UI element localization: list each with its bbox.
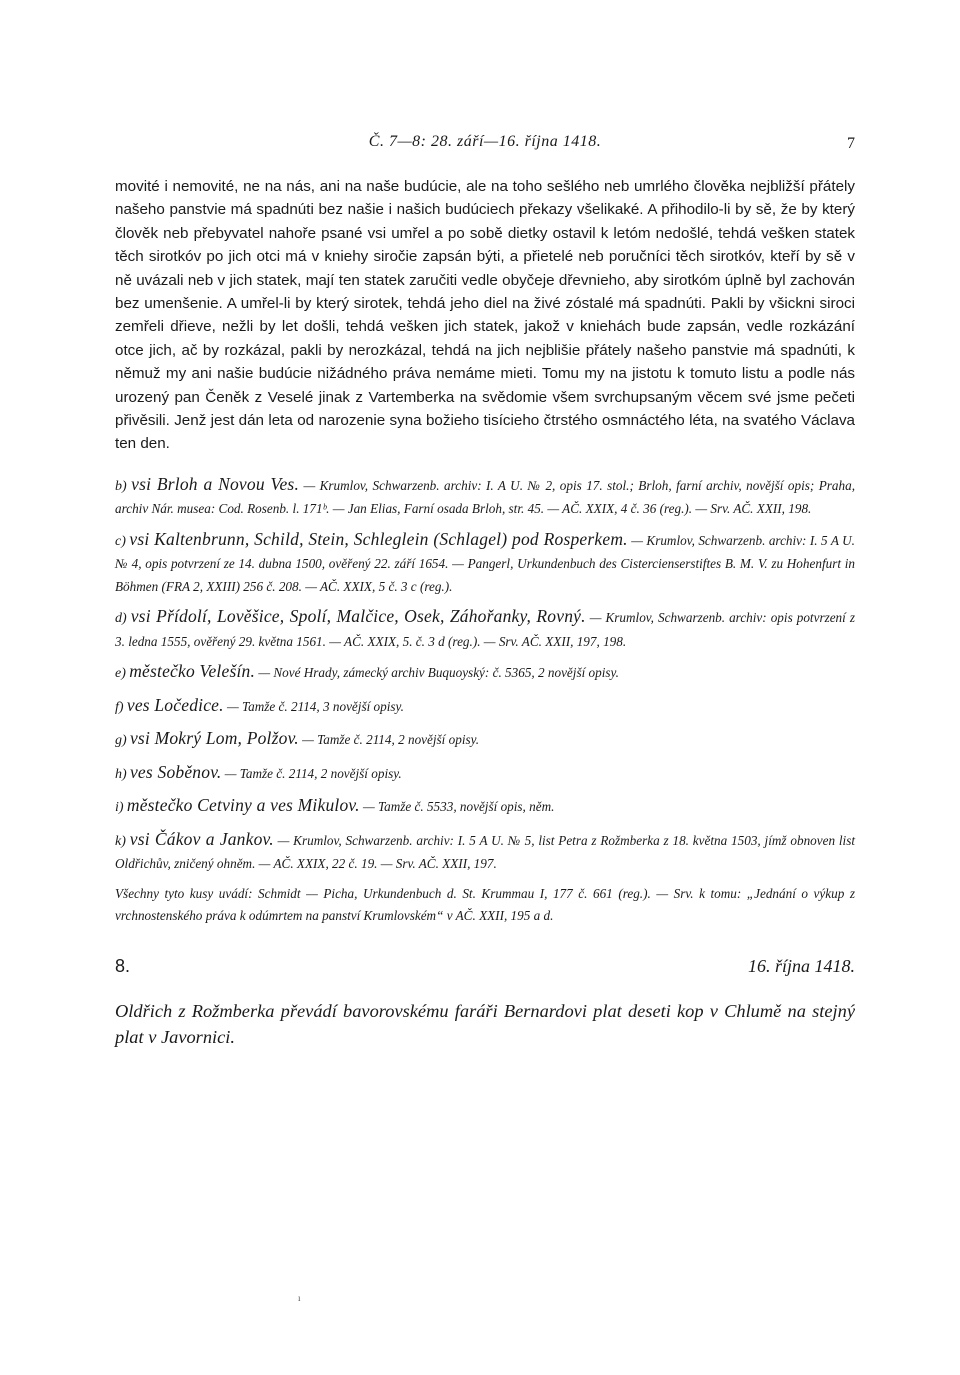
charter-paragraph: movité i nemovité, ne na nás, ani na naše budúcie, ale na toho sešlého neb umrlého člověka nejbližší přátely našeho panstvie má spadnúti bez našie i našich budúciech překazy všelikaké. A přihodilo-li by sě, že by který člověk neb přebyvatel nahoře psané vsi umřel a po sobě dietky ostavil k letóm nedošlé, tehdá vešken statek těch sirotkóv po jich otci má v kniehy siročie zapsán býti, a přietelé neb poručníci těch sirotkóv, kteří by sě v ně uvázali neb v jich statek, mají ten statek zaručiti vedle obyčeje dřevnieho, aby sirotkóm úplně byl zachován bez umenšenie. A umřel-li by který sirotek, tehdá jeho diel na živé zóstalé má spadnúti. Pakli by všickni siroci zemřeli dřieve, nežli by let došli, tehdá vešken jich statek, jakož v kniehách bude zapsán, vedle rozkázání otce jich, ač by rozkázal, pakli by nerozkázal, tehdá na jich nejblišie přátely našeho panstvie má spadnúti, k němuž my ani našie budúcie nižádného práva nemáme mieti. Tomu my na jistotu k tomuto listu a podle nás urozený pan Čeněk z Veselé jinak z Vartemberka na svědomie všem svrchupsaným věcem své jsme pečeti přivěsili. Jenž jest dán leta od narozenie syna božieho tisícieho čtrstého osmnáctého léta, na svatého Václava ten den.	[115, 178, 855, 453]
running-title: Č. 7—8: 28. září—16. října 1418.	[368, 133, 602, 150]
source-note-i	[115, 794, 855, 820]
source-note-f	[115, 694, 855, 720]
note-place: městečko Cetviny a ves Mikulov.	[126, 795, 360, 816]
note-label: g)	[115, 733, 127, 749]
note-text: — Tamže č. 5533, novější opis, něm.	[359, 799, 555, 815]
note-text: — Krumlov, Schwarzenb. archiv: I. A U. № 2, opis 17. stol.; Brloh, farní archiv, novější opis; Praha, archiv Nár. musea: Cod. Rosenb. l. 171ᵇ. — Jan Elias, Farní osada Brloh, str. 45. — AČ. XXIX, 4 č. 36 (reg.). — Srv. AČ. XXII, 198.	[115, 477, 855, 517]
note-text: — Krumlov, Schwarzenb. archiv: opis potvrzení z 3. ledna 1555, ověřený 29. května 1561. — AČ. XXIX, 5. č. 3 d (reg.). — Srv. AČ. XXII, 197, 198.	[115, 610, 855, 649]
charter-text	[115, 175, 855, 456]
note-place: ves Soběnov.	[129, 761, 222, 782]
page	[115, 133, 855, 1050]
source-notes	[115, 473, 855, 928]
document-number: 8.	[115, 955, 131, 976]
note-place: vsi Přídolí, Lověšice, Spolí, Malčice, Osek, Záhořanky, Rovný.	[130, 606, 586, 627]
note-place: městečko Velešín.	[129, 661, 256, 682]
note-text: — Krumlov, Schwarzenb. archiv: I. 5 A U. № 5, list Petra z Rožmberka z 18. května 1503, jímž obnoven list Oldřichův, zničený ohněm. — AČ. XXIX, 22 č. 19. — Srv. AČ. XXII, 197.	[115, 832, 856, 872]
note-label: i)	[115, 800, 124, 816]
note-label: h)	[115, 766, 127, 782]
note-label: e)	[115, 666, 126, 682]
note-text: Všechny tyto kusy uvádí: Schmidt — Picha, Urkundenbuch d. St. Krummau I, 177 č. 661 (reg.). — Srv. k tomu: „Jednání o výkup z vrchnostenského práva k odúmrtem na panství Krumlovském“ v AČ. XXII, 195 a d.	[115, 885, 855, 924]
note-label: k)	[115, 833, 126, 849]
source-note-k	[115, 828, 855, 876]
note-place: vsi Brloh a Novou Ves.	[131, 473, 300, 494]
document-header	[115, 956, 855, 986]
document-regest: Oldřich z Rožmberka převádí bavorovskému faráři Bernardovi plat deseti kop v Chlumě na stejný plat v Javornici.	[115, 1000, 855, 1047]
note-text: — Nové Hrady, zámecký archiv Buquoyský: č. 5365, 2 novější opisy.	[255, 665, 619, 681]
page-number: 7	[847, 135, 855, 152]
source-note-c	[115, 528, 855, 599]
source-note-e	[115, 660, 855, 686]
note-place: ves Ločedice.	[126, 694, 224, 715]
running-head	[115, 133, 855, 159]
source-note-d	[115, 605, 855, 653]
source-note-b	[115, 473, 855, 521]
note-label: c)	[115, 533, 126, 549]
note-text: — Tamže č. 2114, 3 novější opisy.	[223, 698, 404, 714]
source-note-h	[115, 761, 855, 787]
stray-mark: ı	[298, 1293, 301, 1303]
note-text: — Tamže č. 2114, 2 novější opisy.	[298, 732, 480, 748]
note-label: f)	[115, 699, 124, 715]
note-label: d)	[115, 611, 127, 627]
note-label: b)	[115, 478, 127, 494]
note-place: vsi Čákov a Jankov.	[129, 828, 274, 849]
source-note-summary	[115, 883, 855, 928]
note-text: — Tamže č. 2114, 2 novější opisy.	[221, 765, 402, 781]
note-place: vsi Kaltenbrunn, Schild, Stein, Schleglein (Schlagel) pod Rosperkem.	[129, 528, 628, 549]
note-place: vsi Mokrý Lom, Polžov.	[129, 728, 299, 749]
document-date: 16. října 1418.	[747, 955, 855, 976]
source-note-g	[115, 727, 855, 753]
note-text: — Krumlov, Schwarzenb. archiv: I. 5 A U. № 4, opis potvrzení ze 14. dubna 1500, ověřený 22. září 1654. — Pangerl, Urkundenbuch des Cistercienserstiftes B. M. V. zu Hohenfurt in Böhmen (FRA 2, XXIII) 256 č. 208. — AČ. XXIX, 5 č. 3 c (reg.).	[115, 532, 855, 594]
